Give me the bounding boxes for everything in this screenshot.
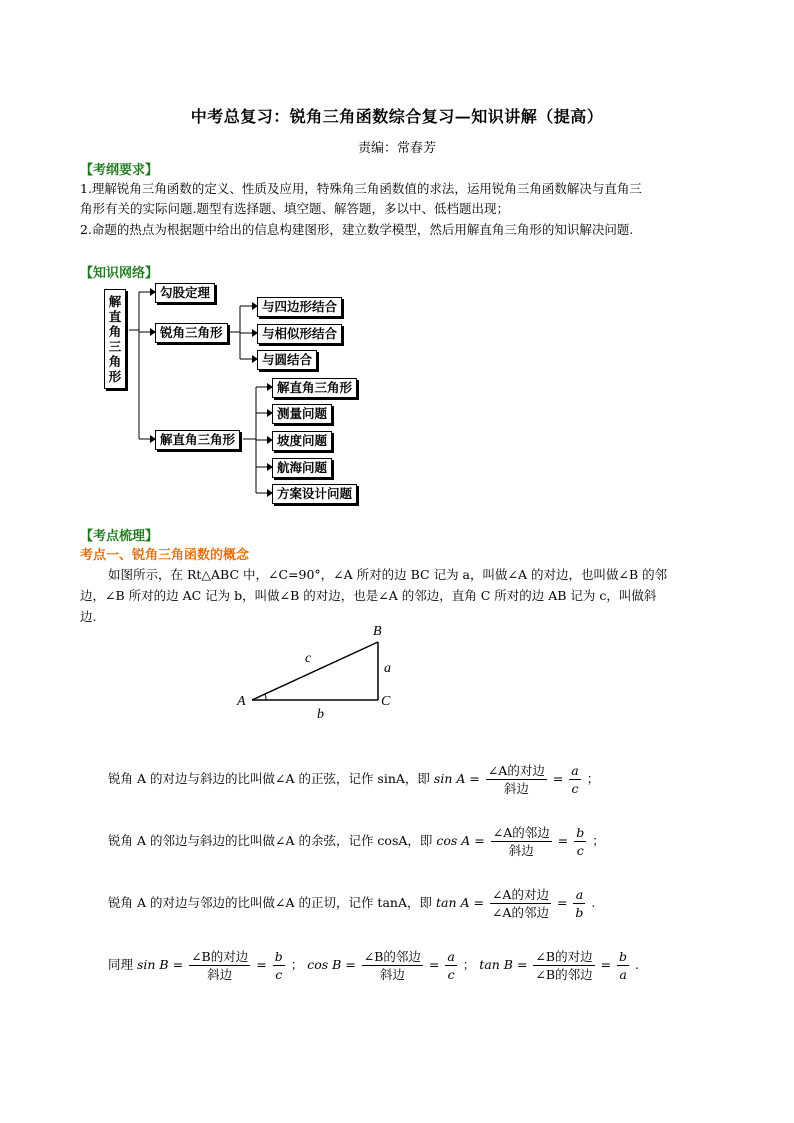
vertex-B: B <box>373 624 382 639</box>
network-child-celiang: 测量问题 <box>272 404 332 424</box>
network-root-char: 角 <box>108 324 122 339</box>
fraction: $\frac{\text{∠B的对边}}{\text{∠B的邻边}}$ <box>535 949 593 982</box>
fraction: $\frac{\text{∠A的对边}}{\text{斜边}}$ <box>487 763 545 796</box>
network-root <box>104 289 126 389</box>
fraction: $\frac{a}{c}$ <box>447 949 455 982</box>
fraction: $\frac{a}{c}$ <box>571 763 579 796</box>
fraction: $\frac{\text{∠A的邻边}}{\text{斜边}}$ <box>492 825 550 858</box>
fraction: $\frac{\text{∠B的对边}}{\text{斜边}}$ <box>191 949 249 982</box>
vertex-C: C <box>381 694 391 709</box>
triangle-figure <box>228 615 408 725</box>
side-b: b <box>317 707 324 722</box>
side-a: a <box>384 661 391 676</box>
network-root-char: 角 <box>108 354 122 369</box>
fraction: $\frac{a}{b}$ <box>575 887 584 920</box>
fraction: $\frac{b}{c}$ <box>576 825 585 858</box>
network-root-char: 形 <box>108 369 122 384</box>
network-root-char: 三 <box>108 339 122 354</box>
section-kaogang: 【考纲要求】 <box>80 163 159 178</box>
formula-B: 同理 sin B = $\frac{\text{∠B的对边}}{\text{斜边}}$ = $\frac{b}{c}$ ； cos B = $\frac{\text{∠B的邻边}}{\text{斜边}}$ = $\frac{a}{c}$ ； tan B = $\frac{\text{∠B的对边}}{\text{∠B的邻边}}$ = $\frac{b}{a}$ . <box>108 949 640 982</box>
network-child-fangan: 方案设计问题 <box>272 484 357 504</box>
section-zhishi: 【知识网络】 <box>80 266 159 281</box>
section-kaodian: 【考点梳理】 <box>80 529 159 544</box>
side-c: c <box>305 651 312 666</box>
formula-tanA: 锐角 A 的对边与邻边的比叫做∠A 的正切，记作 tanA，即 tan A = $\frac{\text{∠A的对边}}{\text{∠A的邻边}}$ = $\frac{a}{b}$ . <box>108 887 596 920</box>
formula-cosA: 锐角 A 的邻边与斜边的比叫做∠A 的余弦，记作 cosA，即 cos A = $\frac{\text{∠A的邻边}}{\text{斜边}}$ = $\frac{b}{c}$ ； <box>108 825 605 858</box>
kaodian1-line-2: 边，∠B 所对的边 AC 记为 b，叫做∠B 的对边，也是∠A 的邻边，直角 C 所对的边 AB 记为 c，叫做斜 <box>80 588 657 603</box>
kaodian1-line-1: 如图所示，在 Rt△ABC 中，∠C=90°，∠A 所对的边 BC 记为 a，叫做∠A 的对边，也叫做∠B 的邻 <box>108 567 668 582</box>
network-node-gougu: 勾股定理 <box>155 283 215 303</box>
network-node-jiezhijiao: 解直角三角形 <box>155 430 240 450</box>
network-child-jiezhijiao: 解直角三角形 <box>272 378 357 398</box>
network-child-hanghai: 航海问题 <box>272 458 332 478</box>
page-title: 中考总复习：锐角三角函数综合复习—知识讲解（提高） <box>190 107 604 126</box>
fraction: $\frac{\text{∠B的邻边}}{\text{斜边}}$ <box>363 949 421 982</box>
network-child-sibianxing: 与四边形结合 <box>257 297 342 317</box>
network-root-char: 解 <box>108 294 122 309</box>
kaogang-line-3: 2.命题的热点为根据题中给出的信息构建图形，建立数学模型，然后用解直角三角形的知识解决问题. <box>80 222 634 237</box>
network-node-ruijiao: 锐角三角形 <box>155 323 228 343</box>
kaogang-line-2: 角形有关的实际问题.题型有选择题、填空题、解答题，多以中、低档题出现； <box>80 201 509 216</box>
fraction: $\frac{\text{∠A的对边}}{\text{∠A的邻边}}$ <box>491 887 549 920</box>
fraction: $\frac{b}{a}$ <box>619 949 628 982</box>
formula-sinA: 锐角 A 的对边与斜边的比叫做∠A 的正弦，记作 sinA，即 sin A = $\frac{\text{∠A的对边}}{\text{斜边}}$ = $\frac{a}{c}$ ； <box>108 763 600 796</box>
vertex-A: A <box>237 694 246 709</box>
network-child-podu: 坡度问题 <box>272 431 332 451</box>
kaogang-line-1: 1.理解锐角三角函数的定义、性质及应用，特殊角三角函数值的求法，运用锐角三角函数解决与直角三 <box>80 181 642 196</box>
kaodian1-line-3: 边. <box>80 609 97 624</box>
network-root-char: 直 <box>108 309 122 324</box>
network-child-xiangsi: 与相似形结合 <box>257 324 342 344</box>
author-line: 责编：常春芳 <box>357 141 436 156</box>
kaodian1-heading: 考点一、锐角三角函数的概念 <box>80 548 250 563</box>
fraction: $\frac{b}{c}$ <box>274 949 283 982</box>
network-child-yuan: 与圆结合 <box>257 350 317 370</box>
